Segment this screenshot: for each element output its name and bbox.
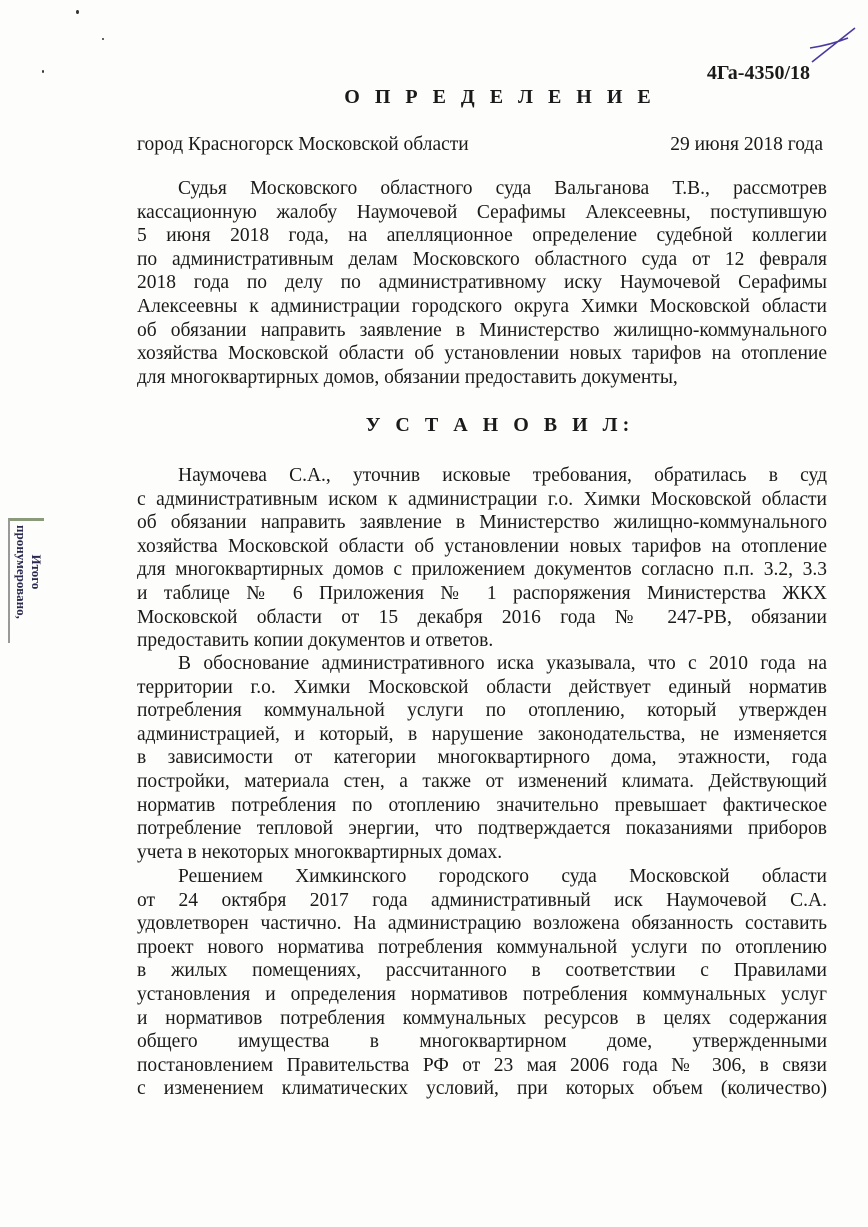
text-line: для многоквартирных домов с приложением документов согласно п.п. 3.2, 3.3 xyxy=(137,559,827,581)
text-line: В обоснование административного иска указывала, что с 2010 года на xyxy=(178,653,827,674)
numbering-stamp xyxy=(8,518,44,643)
text-line: с административным иском к администрации г.о. Химки Московской области xyxy=(137,488,827,510)
text-line: Судья Московского областного суда Вальганова Т.В., рассмотрев xyxy=(178,178,827,199)
place-date-line xyxy=(137,134,823,156)
text-line: Решением Химкинского городского суда Московской области xyxy=(178,866,827,887)
text-line: проект нового норматива потребления коммунальной услуги по отоплению xyxy=(137,936,827,958)
text-line: хозяйства Московской области об установлении новых тарифов на отопление xyxy=(137,535,827,557)
text-line: хозяйства Московской области об установлении новых тарифов на отопление xyxy=(137,343,827,365)
text-line: Алексеевны к администрации городского округа Химки Московской области xyxy=(137,295,827,317)
scan-speck xyxy=(76,10,79,14)
text-line: в зависимости от категории многоквартирного дома, этажности, года xyxy=(137,747,827,769)
city: город Красногорск Московской области xyxy=(137,134,469,155)
paragraph xyxy=(137,865,827,1101)
text-line: Наумочева С.А., уточнив исковые требования, обратилась в суд xyxy=(178,465,827,486)
text-line: 5 июня 2018 года, на апелляционное определение судебной коллегии xyxy=(137,225,827,247)
text-line: потребления коммунальной услуги по отоплению, который утвержден xyxy=(137,700,827,722)
text-line: 2018 года по делу по административному иску Наумочевой Серафимы xyxy=(137,272,827,294)
text-line: с изменением климатических условий, при которых объем (количество) xyxy=(137,1078,827,1100)
text-line: удовлетворен частично. На администрацию возложена обязанность составить xyxy=(137,913,827,935)
text-line: общего имущества в многоквартирном доме, утвержденными xyxy=(137,1031,827,1053)
scan-speck xyxy=(102,38,104,40)
case-number: 4Га-4350/18 xyxy=(706,62,810,84)
section-title: У С Т А Н О В И Л: xyxy=(365,414,635,436)
text-line: постановлением Правительства РФ от 23 мая 2006 года № 306, в связи xyxy=(137,1054,827,1076)
text-line: норматив потребления по отоплению значительно превышает фактическое xyxy=(137,794,827,816)
text-line: в жилых помещениях, рассчитанного в соответствии с Правилами xyxy=(137,960,827,982)
text-line: от 24 октября 2017 года административный иск Наумочевой С.А. xyxy=(137,889,827,911)
text-line: Московской области от 15 декабря 2016 года № 247-РВ, обязании xyxy=(137,606,827,628)
paragraph xyxy=(137,177,827,389)
signature-mark xyxy=(800,20,860,70)
text-line: по административным делам Московского областного суда от 12 февраля xyxy=(137,248,827,270)
text-line: постройки, материала стен, а также от изменений климата. Действующий xyxy=(137,770,827,792)
text-line: для многоквартирных домов, обязании предоставить документы, xyxy=(137,366,678,388)
text-line: кассационную жалобу Наумочевой Серафимы Алексеевны, поступившую xyxy=(137,201,827,223)
text-line: территории г.о. Химки Московской области действует единый норматив xyxy=(137,676,827,698)
text-line: учета в некоторых многоквартирных домах. xyxy=(137,841,503,863)
text-line: об обязании направить заявление в Министерство жилищно-коммунального xyxy=(137,512,827,534)
paragraph xyxy=(137,464,827,653)
text-line: установления и определения нормативов потребления коммунальных услуг xyxy=(137,983,827,1005)
text-line: и нормативов потребления коммунальных ресурсов в целях содержания xyxy=(137,1007,827,1029)
paragraph xyxy=(137,652,827,864)
stamp-line-1: Итого xyxy=(29,554,44,590)
stamp-line-2: пронумеровано, xyxy=(14,525,29,619)
text-line: об обязании направить заявление в Министерство жилищно-коммунального xyxy=(137,319,827,341)
text-line: предоставить копии документов и ответов. xyxy=(137,630,494,652)
text-line: администрацией, и который, в нарушение законодательства, не изменяется xyxy=(137,723,827,745)
document-title: О П Р Е Д Е Л Е Н И Е xyxy=(344,86,656,108)
date: 29 июня 2018 года xyxy=(670,134,823,155)
text-line: и таблице № 6 Приложения № 1 распоряжения Министерства ЖКХ xyxy=(137,582,827,604)
scan-speck xyxy=(42,70,44,73)
text-line: потребление тепловой энергии, что подтверждается показаниями приборов xyxy=(137,818,827,840)
